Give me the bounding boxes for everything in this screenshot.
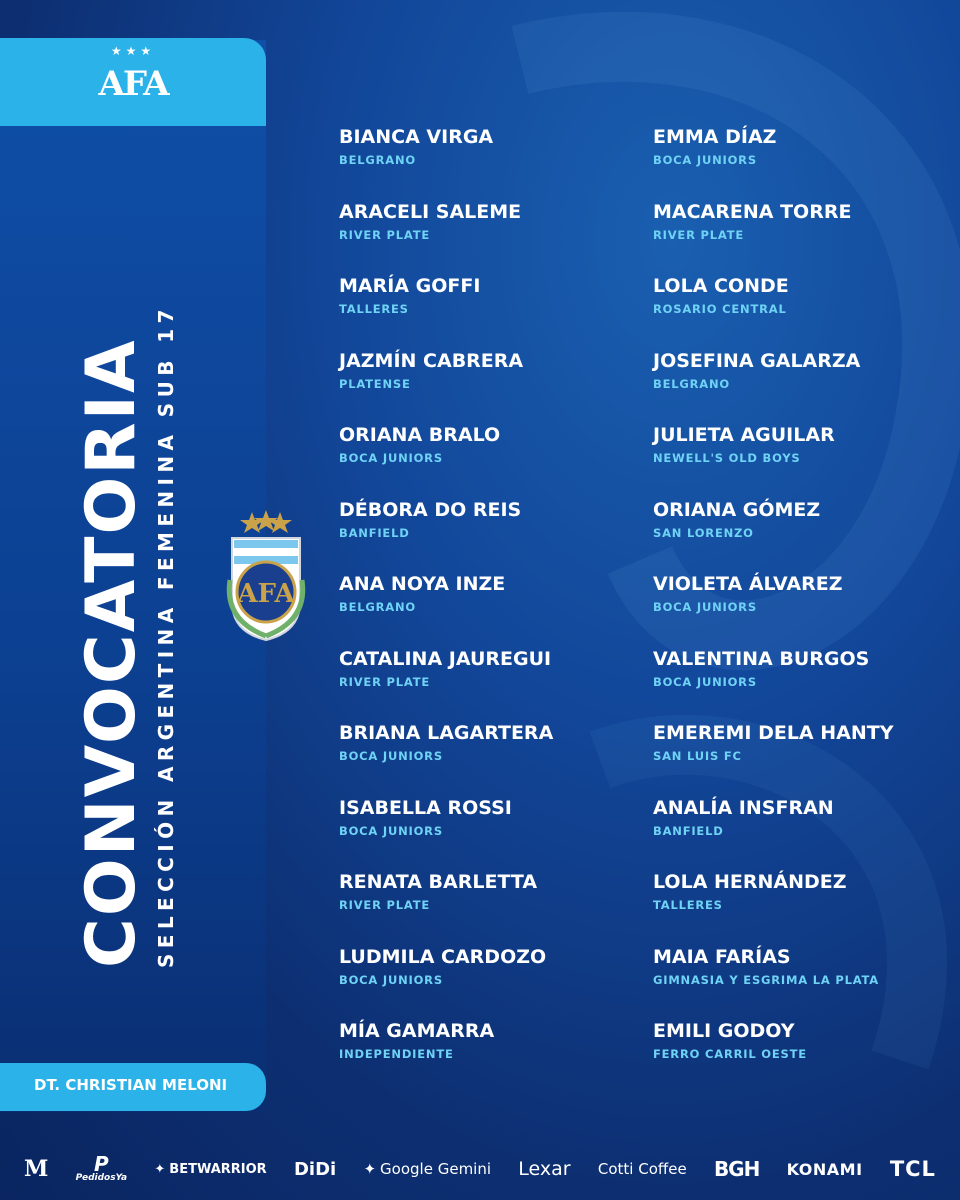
player-entry — [339, 571, 629, 646]
didi-text: DiDi — [293, 1158, 337, 1180]
player-entry — [339, 795, 629, 870]
konami-text: KONAMI — [786, 1159, 863, 1179]
player-club: NEWELL'S OLD BOYS — [653, 451, 801, 465]
player-name: ANA NOYA INZE — [339, 573, 506, 595]
betwarrior-text: BETWARRIOR — [169, 1161, 267, 1177]
player-club: RIVER PLATE — [653, 227, 745, 242]
cotti-coffee-text: Cotti Coffee — [597, 1160, 687, 1178]
roster-left-column — [339, 124, 629, 1093]
player-name: MACARENA TORRE — [653, 200, 852, 223]
player-entry — [653, 720, 953, 795]
player-club: BOCA JUNIORS — [339, 451, 443, 465]
page-title: CONVOCATORIA — [72, 338, 151, 968]
player-entry — [339, 646, 629, 721]
bgh-logo — [714, 1157, 759, 1181]
player-name: MARÍA GOFFI — [339, 275, 481, 297]
player-entry — [653, 497, 953, 572]
player-club: GIMNASIA Y ESGRIMA LA PLATA — [653, 972, 879, 987]
gemini-sparkle-icon: ✦ — [363, 1160, 377, 1178]
player-name: ANALÍA INSFRAN — [653, 796, 834, 819]
player-name: MÍA GAMARRA — [339, 1020, 495, 1042]
player-name: CATALINA JAUREGUI — [339, 647, 552, 670]
player-name: LOLA HERNÁNDEZ — [653, 871, 847, 893]
sponsor-bar — [0, 1138, 960, 1200]
player-club: BANFIELD — [653, 823, 724, 838]
lexar-logo — [518, 1158, 570, 1180]
player-name: EMEREMI DELA HANTY — [653, 722, 894, 744]
pedidosya-text: PedidosYa — [75, 1173, 128, 1183]
player-entry — [653, 422, 953, 497]
player-name: DÉBORA DO REIS — [339, 498, 522, 521]
player-club: BOCA JUNIORS — [339, 823, 443, 838]
player-entry — [653, 646, 953, 721]
player-club: PLATENSE — [339, 376, 411, 391]
player-entry — [653, 795, 953, 870]
player-entry — [339, 1018, 629, 1093]
player-name: EMILI GODOY — [653, 1020, 795, 1042]
player-entry — [339, 869, 629, 944]
player-club: SAN LORENZO — [653, 525, 754, 540]
mcdonalds-logo — [24, 1156, 48, 1182]
player-name: LOLA CONDE — [653, 275, 789, 297]
player-name: ORIANA BRALO — [339, 424, 501, 446]
player-name: BIANCA VIRGA — [339, 126, 494, 148]
bgh-text: BGH — [713, 1157, 760, 1181]
player-entry — [339, 273, 629, 348]
page-subtitle: SELECCIÓN ARGENTINA FEMENINA SUB 17 — [154, 304, 178, 968]
player-entry — [653, 199, 953, 274]
player-club: BELGRANO — [653, 376, 730, 391]
player-name: JOSEFINA GALARZA — [653, 349, 861, 372]
player-name: VIOLETA ÁLVAREZ — [653, 573, 843, 595]
player-club: BOCA JUNIORS — [653, 600, 757, 614]
player-club: BOCA JUNIORS — [653, 674, 757, 689]
player-name: LUDMILA CARDOZO — [339, 945, 547, 968]
gemini-logo — [363, 1160, 491, 1178]
coach-tab — [0, 1063, 266, 1111]
player-entry — [339, 199, 629, 274]
player-club: BELGRANO — [339, 153, 416, 167]
player-name: EMMA DÍAZ — [653, 126, 777, 148]
player-entry — [653, 348, 953, 423]
player-club: RIVER PLATE — [339, 898, 431, 912]
player-club: INDEPENDIENTE — [339, 1047, 454, 1061]
coach-label: DT. CHRISTIAN MELONI — [34, 1076, 228, 1094]
mcdonalds-arches-icon: M — [24, 1156, 49, 1182]
player-club: FERRO CARRIL OESTE — [653, 1047, 807, 1061]
player-name: ORIANA GÓMEZ — [653, 498, 821, 521]
tcl-logo — [890, 1157, 936, 1181]
cotti-coffee-logo — [598, 1160, 687, 1178]
player-entry — [339, 348, 629, 423]
svg-text:AFA: AFA — [237, 579, 295, 609]
pedidosya-logo — [75, 1152, 128, 1183]
afa-crest-icon — [222, 510, 310, 642]
player-club: TALLERES — [653, 898, 723, 912]
tcl-text: TCL — [889, 1157, 936, 1181]
player-entry — [339, 497, 629, 572]
player-entry — [339, 944, 629, 1019]
pedidosya-mark-icon: P — [94, 1152, 109, 1176]
player-name: VALENTINA BURGOS — [653, 647, 870, 670]
player-club: ROSARIO CENTRAL — [653, 302, 787, 316]
player-entry — [339, 720, 629, 795]
gemini-text: Google Gemini — [380, 1160, 492, 1178]
stars-icon: ★★★ — [110, 44, 156, 58]
player-entry — [653, 869, 953, 944]
betwarrior-logo — [154, 1162, 266, 1177]
afa-logo — [98, 44, 168, 116]
konami-logo — [787, 1160, 863, 1179]
player-entry — [653, 571, 953, 646]
player-entry — [653, 1018, 953, 1093]
player-name: ARACELI SALEME — [339, 200, 522, 223]
player-name: ISABELLA ROSSI — [339, 796, 512, 819]
didi-logo — [294, 1159, 336, 1180]
player-name: BRIANA LAGARTERA — [339, 722, 554, 744]
roster-right-column — [653, 124, 953, 1093]
player-club: RIVER PLATE — [339, 674, 431, 689]
player-name: JAZMÍN CABRERA — [339, 349, 524, 372]
player-name: MAIA FARÍAS — [653, 945, 791, 968]
player-entry — [339, 422, 629, 497]
player-entry — [339, 124, 629, 199]
player-club: RIVER PLATE — [339, 227, 431, 242]
player-name: JULIETA AGUILAR — [653, 424, 835, 446]
player-name: RENATA BARLETTA — [339, 871, 538, 893]
player-club: BOCA JUNIORS — [339, 749, 443, 763]
player-club: TALLERES — [339, 302, 409, 316]
betwarrior-wings-icon: ✦ — [154, 1161, 166, 1177]
lexar-text: Lexar — [518, 1158, 571, 1180]
player-club: BANFIELD — [339, 525, 410, 540]
player-club: BOCA JUNIORS — [653, 153, 757, 167]
afa-logo-text: AFA — [98, 64, 168, 104]
player-entry — [653, 944, 953, 1019]
player-entry — [653, 124, 953, 199]
player-club: BOCA JUNIORS — [339, 972, 443, 987]
player-entry — [653, 273, 953, 348]
player-club: SAN LUIS FC — [653, 749, 742, 763]
player-club: BELGRANO — [339, 600, 416, 614]
